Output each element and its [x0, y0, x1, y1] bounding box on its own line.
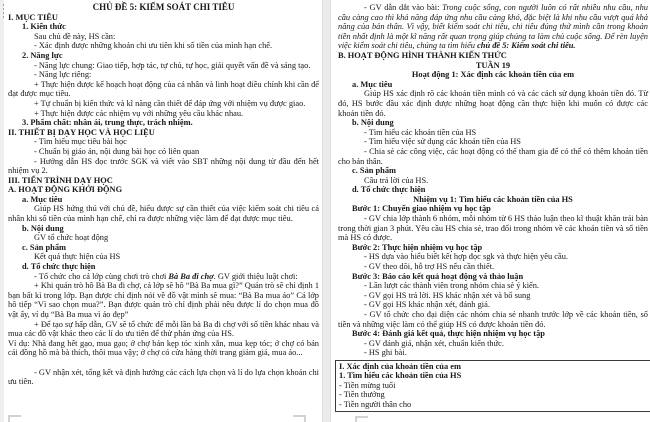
text-run: I. MỤC TIÊU [8, 12, 58, 22]
text-run: III. TIẾN TRÌNH DẠY HỌC [8, 175, 113, 185]
heading [338, 61, 648, 71]
text-run: B. HOẠT ĐỘNG HÌNH THÀNH KIẾN THỨC [338, 50, 507, 60]
heading [338, 185, 648, 195]
text-run: Hoạt động 1: Xác định các khoản tiền của em [411, 70, 575, 80]
text-run: b. Nội dung [22, 223, 64, 233]
heading [8, 118, 319, 128]
heading [8, 224, 319, 234]
paragraph [338, 128, 648, 138]
text-run: chủ đề 5: Kiểm soát chi tiêu. [477, 41, 576, 51]
text-run: Bước 2: Thực hiện nhiệm vụ học tập [352, 242, 483, 252]
text-run: - GV gọi HS trả lời. HS khác nhận xét và bổ sung [364, 290, 531, 300]
paragraph [338, 176, 648, 186]
text-run: - Tìm hiểu mục tiêu bài học [34, 137, 127, 147]
text-run: - Hướng dẫn HS đọc trước SGK và viết vào SBT những nội dung từ đầu đến hết nhiệm vụ 2. [8, 156, 319, 176]
paragraph [338, 262, 648, 272]
text-run: c. Sản phẩm [352, 166, 396, 176]
paragraph [8, 252, 319, 262]
text-run: + Thực hiện được kế hoạch hoạt động của cá nhân và linh hoạt điều chỉnh khi cần để đạt được mục tiêu. [8, 79, 319, 99]
heading [8, 51, 319, 61]
heading [338, 118, 648, 128]
text-run: - Năng lực riêng: [34, 70, 92, 80]
text-run: b. Nội dung [352, 118, 394, 128]
next-page-corner [293, 415, 306, 422]
paragraph [338, 147, 648, 166]
text-run: GV tổ chức hoạt động [34, 233, 109, 243]
text-run: Giúp HS xác định rõ các khoản tiền mình có và các cách sử dụng khoản tiền đó. Từ đó, HS bước đầu xác định được những hoạt động cần thực hiện khi muốn có được các khoản tiền đó. [338, 89, 648, 118]
text-run: - GV tổ chức cho đại diện các nhóm chia sẻ nhanh trước lớp về các khoản tiền, số tiền và những việc làm có thể giúp HS có được khoản tiền đó. [338, 310, 648, 329]
text-run: . GV giới thiệu luật chơi: [213, 271, 298, 281]
text-run: Sau chủ đề này, HS cần: [34, 31, 116, 41]
heading [338, 204, 648, 214]
next-page-corner [355, 416, 368, 422]
paragraph [8, 204, 319, 223]
text-run: - GV theo dõi, hỗ trợ HS nếu cần thiết. [364, 262, 495, 272]
paragraph [8, 157, 319, 176]
heading [8, 128, 319, 138]
paragraph [338, 137, 648, 147]
text-run: - Tiền người thân cho [339, 399, 412, 409]
text-run: A. HOẠT ĐỘNG KHỞI ĐỘNG [8, 185, 123, 195]
heading [8, 185, 319, 195]
heading [8, 22, 319, 32]
text-run: - HS dựa vào hiểu biết kết hợp đọc sgk và thực hiện yêu cầu. [364, 252, 568, 262]
heading [338, 329, 648, 339]
page-gap [322, 0, 331, 422]
text-run: + Thực hiện được các nhiệm vụ với những yêu cầu khác nhau. [34, 108, 244, 118]
text-run: + Để tạo sự hấp dẫn, GV sẽ tổ chức để mỗi lần bà Ba đi chợ với số tiền khác nhau và mua các đồ vật khác theo các lí do ưu tiên để thử phản ứng của HS. [8, 319, 319, 339]
paragraph [338, 291, 648, 301]
text-run: a. Mục tiêu [352, 79, 393, 89]
text-run: - Chuẩn bị giáo án, nội dung bài học có liên quan [34, 146, 200, 156]
paragraph [338, 281, 648, 291]
text-run: 2. Năng lực [22, 50, 63, 60]
paragraph [338, 3, 648, 51]
paragraph [338, 252, 648, 262]
text-run: Trong cuộc sống, con người luôn có rất nhiều nhu cầu, nhu cầu càng cao thì khả năng đáp ứng nhu cầu càng khó, đặc biệt là khi nhu cầu vượt quá khả năng của bản thân. Vì vậy, biết kiểm soát chi tiêu, chi tiêu đúng thứ mình cần trong khoản tiền nhất định là một kĩ năng rất quan trọng giúp chúng ta làm chủ cuộc sống. Để rèn luyện việc kiểm soát chi tiêu, chúng ta tìm hiểu [338, 3, 648, 51]
heading [338, 166, 648, 176]
text-run: c. Sản phẩm [22, 242, 66, 252]
text-run: Bước 3: Báo cáo kết quả hoạt động và thảo luận [352, 271, 524, 281]
paragraph [8, 339, 319, 358]
summary-box [335, 360, 650, 412]
text-run: Kết quả thực hiện của HS [34, 252, 121, 262]
text-run: a. Mục tiêu [22, 194, 63, 204]
text-run: - Chia sẻ các công việc, các hoạt động có thể tham gia để có thể có thêm khoản tiền cho bản thân. [338, 146, 648, 166]
text-run: 1. Kiến thức [22, 22, 66, 32]
paragraph [8, 137, 319, 147]
heading [8, 13, 319, 23]
heading [8, 262, 319, 272]
text-run: d. Tổ chức thực hiện [22, 262, 96, 272]
text-run: - GV dẫn dắt vào bài: [364, 3, 443, 12]
text-run: Nhiệm vụ 1: Tìm hiểu các khoản tiền của HS [413, 194, 573, 204]
text-run: Bước 1: Chuyển giao nhiệm vụ học tập [352, 204, 491, 214]
box-item [339, 381, 648, 390]
text-run: - GV đánh giá, nhận xét, chuẩn kiến thức. [364, 338, 504, 348]
blank-line [8, 358, 319, 368]
text-run: - GV nhận xét, tổng kết và định hướng các cách lựa chọn và lí do lựa chọn khoản chi ưu tiên. [8, 367, 319, 387]
text-run: 3. Phẩm chất: [22, 118, 74, 128]
paragraph [8, 99, 319, 109]
paragraph [8, 368, 319, 387]
text-run: II. THIẾT BỊ DẠY HỌC VÀ HỌC LIỆU [8, 127, 155, 137]
heading [338, 272, 648, 282]
paragraph [338, 339, 648, 349]
heading [338, 243, 648, 253]
heading [8, 243, 319, 253]
text-run: - Tìm hiểu việc sử dụng các khoản tiền của HS [364, 137, 521, 147]
text-run: nhân ái, trung thực, trách nhiệm. [73, 118, 193, 128]
paragraph [338, 214, 648, 243]
box-item [339, 400, 648, 409]
heading [8, 195, 319, 205]
document-title [8, 3, 319, 13]
text-run: - HS ghi bài. [364, 348, 407, 358]
paragraph [338, 310, 648, 329]
paragraph [8, 80, 319, 99]
box-heading [339, 362, 648, 371]
text-run: 1. Tìm hiểu các khoản tiền của HS [339, 371, 462, 381]
text-run: Bước 4: Đánh giá kết quả, thực hiện nhiệm vụ học tập [352, 329, 545, 339]
text-run: - Xác định được những khoản chi ưu tiên khi số tiền của mình hạn chế. [34, 41, 273, 51]
text-run: Giúp HS hứng thú với chủ đề, hiểu được sự cần thiết của việc kiểm soát chi tiêu cá nhân khi số tiền của mình hạn chế, chỉ ra được những việc làm để đạt được mục tiêu. [8, 204, 319, 224]
paragraph [338, 348, 648, 358]
text-run: - GV chia lớp thành 6 nhóm, mỗi nhóm từ 6 HS thảo luận theo kĩ thuật khăn trải bàn trong thời gian 3 phút. Yêu cầu HS chia sẻ, trao đổi trong nhóm về các khoản tiền và số tiền mà HS có được. [338, 214, 648, 243]
heading [338, 70, 648, 80]
paragraph [8, 320, 319, 339]
text-run: - Lần lượt các thành viên trong nhóm chia sẻ ý kiến. [364, 281, 540, 291]
text-run: Bà Ba đi chợ [168, 271, 214, 281]
page-right [331, 0, 650, 422]
paragraph [8, 147, 319, 157]
paragraph [8, 233, 319, 243]
paragraph [338, 89, 648, 118]
box-item [339, 390, 648, 399]
text-run: - Tiền mừng tuổi [339, 380, 396, 390]
page-left-text [8, 3, 319, 387]
text-run: CHỦ ĐỀ 5: KIỂM SOÁT CHI TIÊU [92, 2, 235, 12]
heading [338, 51, 648, 61]
text-run: - Tìm hiểu các khoản tiền của HS [364, 127, 477, 137]
paragraph [8, 109, 319, 119]
page-left [4, 0, 322, 422]
text-run: - Tiền thưởng [339, 390, 385, 400]
paragraph [8, 41, 319, 51]
paragraph [338, 300, 648, 310]
text-run: - Năng lực chung: Giao tiếp, hợp tác, tự chủ, tự học, giải quyết vấn đề và sáng tạo. [34, 60, 311, 70]
text-run: - GV gọi HS khác nhận xét, đánh giá. [364, 300, 490, 310]
text-run: Ví dụ: Nhà đang hết gạo, mua gạo; ở chợ bán kẹp tóc xinh xắn, mua kẹp tóc; ở chợ có bán cái đồng hồ mà bà thích, thôi mua vậy; ở chợ có cửa hàng thời trang giảm giá, mua áo... [8, 338, 319, 358]
text-run: Câu trả lời của HS. [364, 175, 429, 185]
text-run: - Tổ chức cho cả lớp cùng chơi trò chơi [34, 271, 169, 281]
box-heading [339, 371, 648, 380]
paragraph [8, 272, 319, 282]
paragraph [8, 281, 319, 319]
paragraph [8, 32, 319, 42]
text-run: + Khi quản trò hô Bà Ba đi chợ, cả lớp sẽ hô “Bà Ba mua gì?” Quản trò sẽ chỉ định 1 bạn bất kì trong lớp. Bạn được chỉ định nói về đồ vật mình sẽ mua: “Bà Ba mua áo” Cả lớp hô tiếp “Vì sao chọn mua?”. Bạn được quản trò chỉ định phải nêu được lí do chọn mua đồ vật ấy, ví dụ “Bà Ba mua vì áo đẹp” [8, 281, 320, 319]
text-run: d. Tổ chức thực hiện [352, 185, 426, 195]
next-page-corner [8, 415, 21, 422]
text-run: I. Xác định của khoản tiền của em [339, 361, 461, 371]
paragraph [8, 61, 319, 71]
text-run: TUẦN 19 [475, 60, 511, 70]
heading [338, 195, 648, 205]
paragraph [8, 70, 319, 80]
heading [8, 176, 319, 186]
heading [338, 80, 648, 90]
text-run: + Tự chuẩn bị kiến thức và kĩ năng cần thiết để đáp ứng với nhiệm vụ được giao. [34, 98, 306, 108]
page-right-text [338, 3, 648, 412]
